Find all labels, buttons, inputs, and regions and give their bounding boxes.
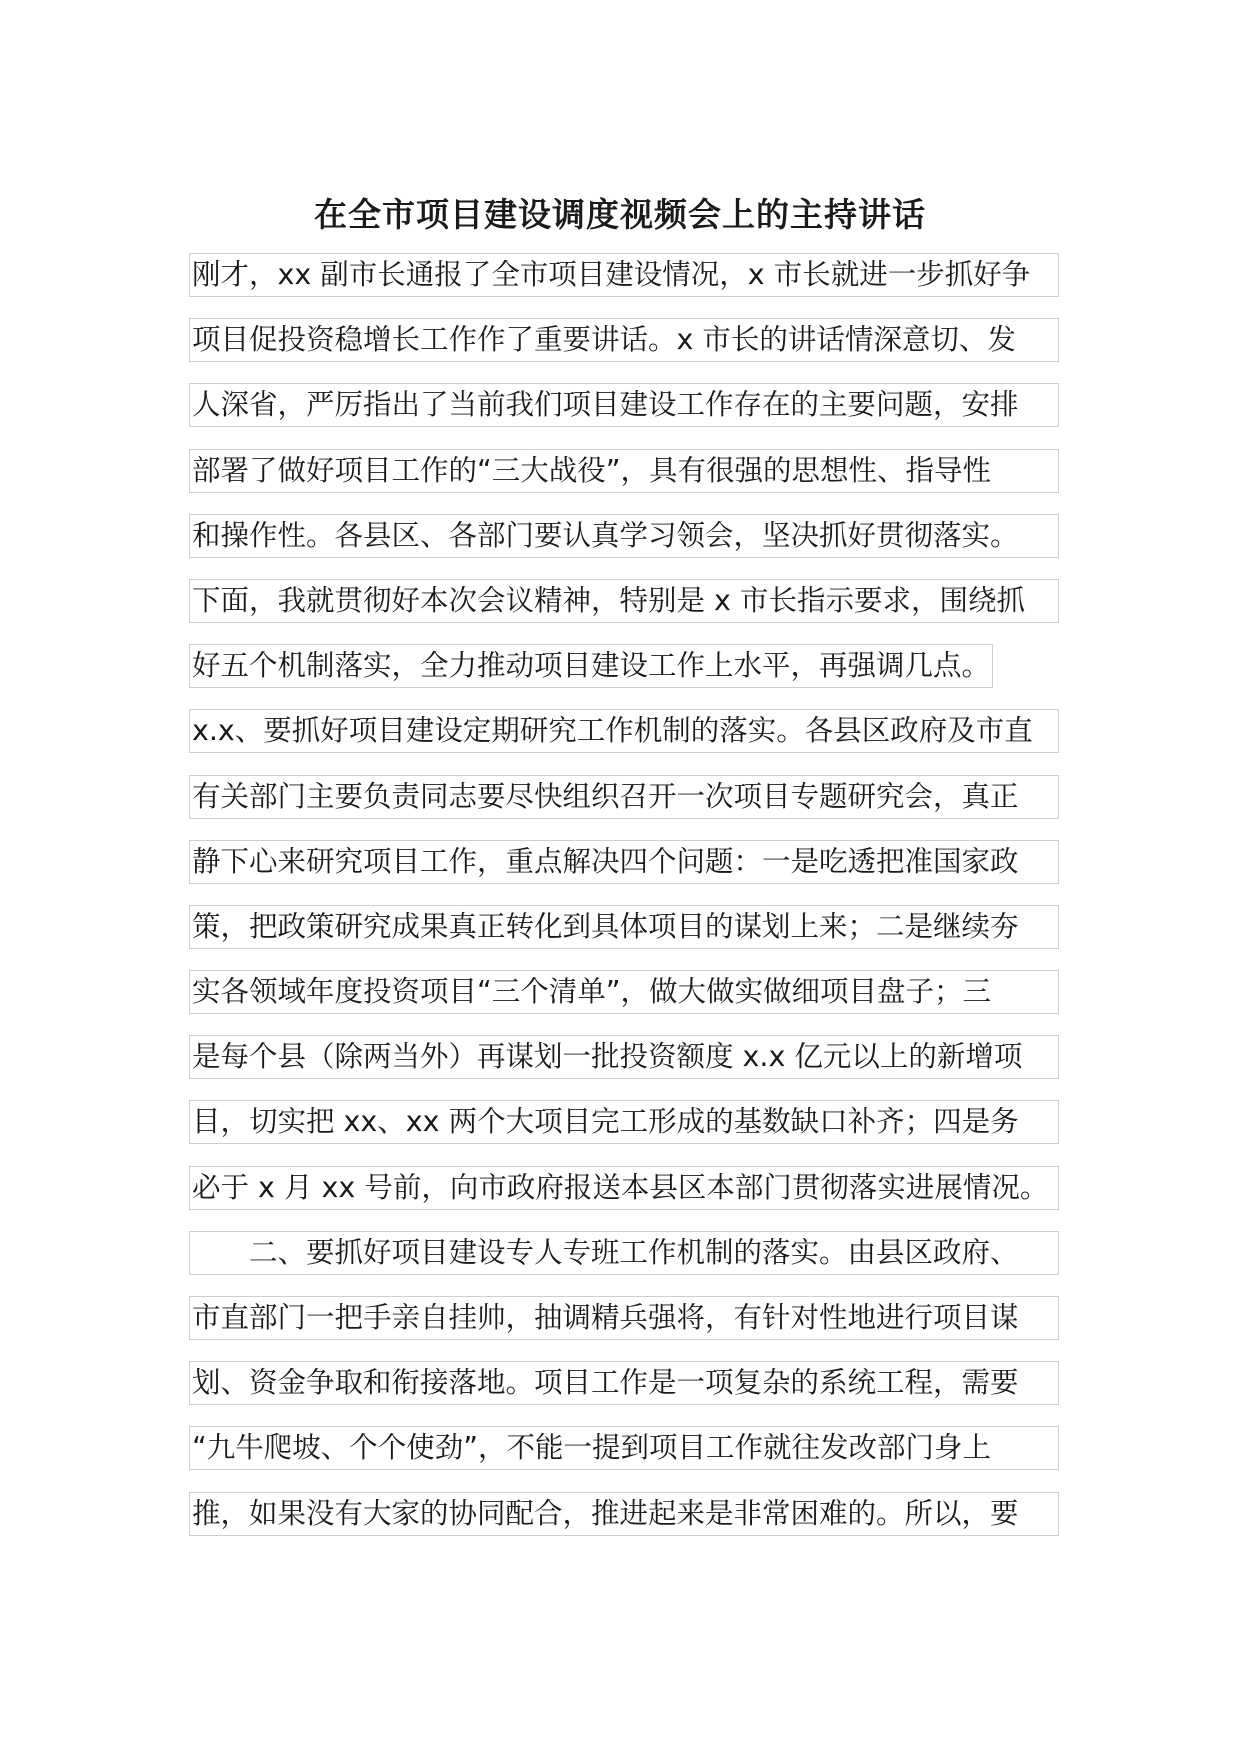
text-line-content: 静下心来研究项目工作，重点解决四个问题：一是吃透把准国家政: [189, 840, 1059, 884]
text-line-content: 人深省，严厉指出了当前我们项目建设工作存在的主要问题，安排: [189, 383, 1059, 427]
text-line-content: 好五个机制落实，全力推动项目建设工作上水平，再强调几点。: [189, 644, 993, 688]
text-line-content: 必于 x 月 xx 号前，向市政府报送本县区本部门贯彻落实进展情况。: [189, 1166, 1059, 1210]
text-line-content: 有关部门主要负责同志要尽快组织召开一次项目专题研究会，真正: [189, 775, 1059, 819]
text-line: [189, 1100, 1059, 1164]
text-line: [189, 449, 1059, 513]
text-line-content: 推，如果没有大家的协同配合，推进起来是非常困难的。所以，要: [189, 1492, 1059, 1536]
text-line: [189, 644, 1059, 708]
text-line-content: 刚才，xx 副市长通报了全市项目建设情况，x 市长就进一步抓好争: [189, 253, 1059, 297]
text-line-content: x.x、要抓好项目建设定期研究工作机制的落实。各县区政府及市直: [189, 709, 1059, 753]
text-line: [189, 709, 1059, 773]
text-line: [189, 1361, 1059, 1425]
text-line-content: 和操作性。各县区、各部门要认真学习领会，坚决抓好贯彻落实。: [189, 514, 1059, 558]
text-line: [189, 514, 1059, 578]
document-title: 在全市项目建设调度视频会上的主持讲话: [314, 195, 926, 234]
text-line: [189, 1166, 1059, 1230]
text-line-content: 是每个县（除两当外）再谋划一批投资额度 x.x 亿元以上的新增项: [189, 1035, 1059, 1079]
text-line: [189, 1296, 1059, 1360]
text-line: [189, 970, 1059, 1034]
text-line: [189, 905, 1059, 969]
text-line: [189, 1035, 1059, 1099]
text-line-content: 项目促投资稳增长工作作了重要讲话。x 市长的讲话情深意切、发: [189, 318, 1059, 362]
text-line: [189, 383, 1059, 447]
text-line-content: 实各领域年度投资项目“三个清单”，做大做实做细项目盘子；三: [189, 970, 1059, 1014]
text-line: [189, 775, 1059, 839]
text-line-content: 下面，我就贯彻好本次会议精神，特别是 x 市长指示要求，围绕抓: [189, 579, 1059, 623]
text-line-content: 目，切实把 xx、xx 两个大项目完工形成的基数缺口补齐；四是务: [189, 1100, 1059, 1144]
text-line-content: 二、要抓好项目建设专人专班工作机制的落实。由县区政府、: [189, 1231, 1059, 1275]
text-line: [189, 1231, 1059, 1295]
text-line: [189, 1492, 1059, 1556]
text-line-content: 划、资金争取和衔接落地。项目工作是一项复杂的系统工程，需要: [189, 1361, 1059, 1405]
text-line: [189, 253, 1059, 317]
text-line-content: “九牛爬坡、个个使劲”，不能一提到项目工作就往发改部门身上: [189, 1426, 1059, 1470]
text-line-content: 策，把政策研究成果真正转化到具体项目的谋划上来；二是继续夯: [189, 905, 1059, 949]
text-line-content: 市直部门一把手亲自挂帅，抽调精兵强将，有针对性地进行项目谋: [189, 1296, 1059, 1340]
text-line-content: 部署了做好项目工作的“三大战役”，具有很强的思想性、指导性: [189, 449, 1059, 493]
text-line: [189, 840, 1059, 904]
text-line: [189, 1426, 1059, 1490]
body-text: [189, 253, 1059, 1557]
text-line: [189, 318, 1059, 382]
text-line: [189, 579, 1059, 643]
